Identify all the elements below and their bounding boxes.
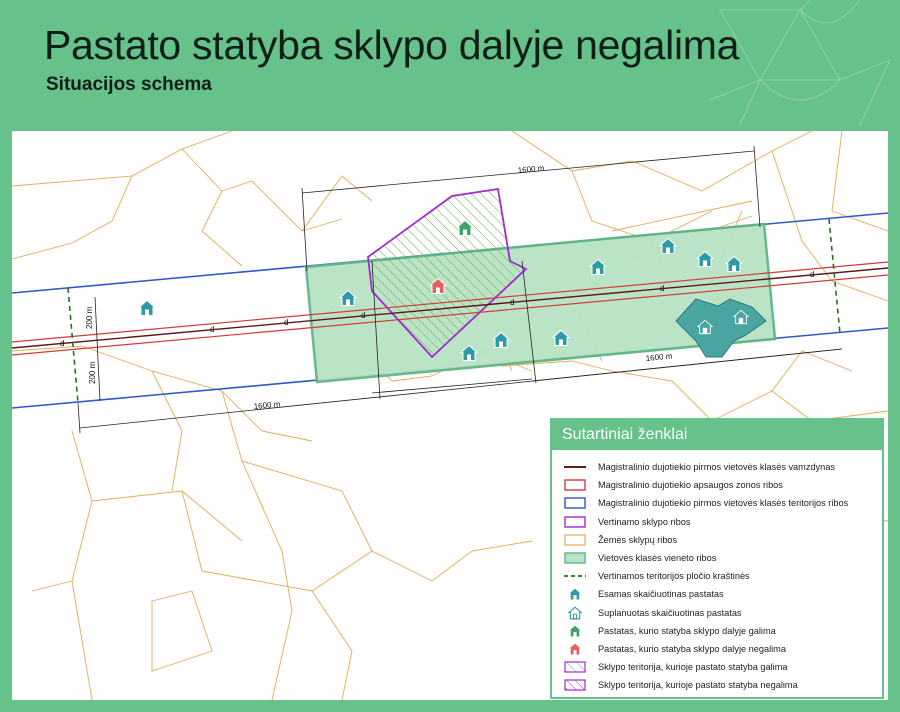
- legend-item-existing-building: Esamas skaičiuotinas pastatas: [552, 585, 882, 603]
- svg-text:d: d: [660, 284, 665, 293]
- legend-item-area-forbidden: Sklypo teritorija, kurioje pastato statyba negalima: [552, 676, 882, 694]
- svg-text:d: d: [210, 325, 215, 334]
- legend-item-allowed-building: Pastatas, kurio statyba sklypo dalyje galima: [552, 622, 882, 640]
- svg-text:d: d: [510, 298, 515, 307]
- svg-text:200 m: 200 m: [85, 306, 94, 329]
- page-title: Pastato statyba sklypo dalyje negalima: [44, 22, 740, 68]
- svg-text:1600 m: 1600 m: [645, 351, 673, 363]
- area-forbidden-symbol: [564, 678, 586, 692]
- class-unit-symbol: [564, 551, 586, 565]
- legend-item-protect-zone: Magistralinio dujotiekio apsaugos zonos ribos: [552, 476, 882, 494]
- plot-evaluated-symbol: [564, 515, 586, 529]
- legend-item-class-unit: Vietovės klasės vieneto ribos: [552, 549, 882, 567]
- planned-building-plots: [676, 299, 766, 357]
- legend-title: Sutartiniai ženklai: [552, 420, 882, 450]
- forbidden-building-icon: [564, 642, 586, 656]
- svg-text:d: d: [284, 318, 289, 327]
- protect-zone-symbol: [564, 478, 586, 492]
- area-allowed-symbol: [564, 660, 586, 674]
- legend-item-planned-building: Suplanuotas skaičiuotinas pastatas: [552, 604, 882, 622]
- legend-item-class-territory: Magistralinio dujotiekio pirmos vietovės klasės teritorijos ribos: [552, 494, 882, 512]
- svg-text:1600 m: 1600 m: [253, 399, 281, 411]
- legend-panel: [550, 418, 884, 699]
- legend-item-land-plots: Žemės sklypų ribos: [552, 531, 882, 549]
- svg-text:200 m: 200 m: [88, 361, 97, 384]
- legend-item-area-allowed: Sklypo teritorija, kurioje pastato statyba galima: [552, 658, 882, 676]
- pipeline-symbol: [564, 460, 586, 474]
- decorative-pattern: [700, 0, 900, 131]
- width-edges-symbol: [564, 569, 586, 583]
- planned-building-icon: [564, 606, 586, 620]
- svg-text:d: d: [361, 311, 366, 320]
- legend-item-pipeline: Magistralinio dujotiekio pirmos vietovės klasės vamzdynas: [552, 458, 882, 476]
- svg-text:d: d: [810, 270, 815, 279]
- allowed-building-icon: [564, 624, 586, 638]
- existing-building-icon: [564, 587, 586, 601]
- legend-item-forbidden-building: Pastatas, kurio statyba sklypo dalyje negalima: [552, 640, 882, 658]
- svg-text:d: d: [60, 339, 65, 348]
- page-subtitle: Situacijos schema: [46, 74, 212, 95]
- land-plots-symbol: [564, 533, 586, 547]
- legend-item-plot-evaluated: Vertinamo sklypo ribos: [552, 513, 882, 531]
- situation-map: [12, 131, 888, 700]
- svg-text:1600 m: 1600 m: [517, 163, 545, 175]
- legend-item-width-edges: Vertinamos teritorijos pločio kraštinės: [552, 567, 882, 585]
- class-territory-symbol: [564, 496, 586, 510]
